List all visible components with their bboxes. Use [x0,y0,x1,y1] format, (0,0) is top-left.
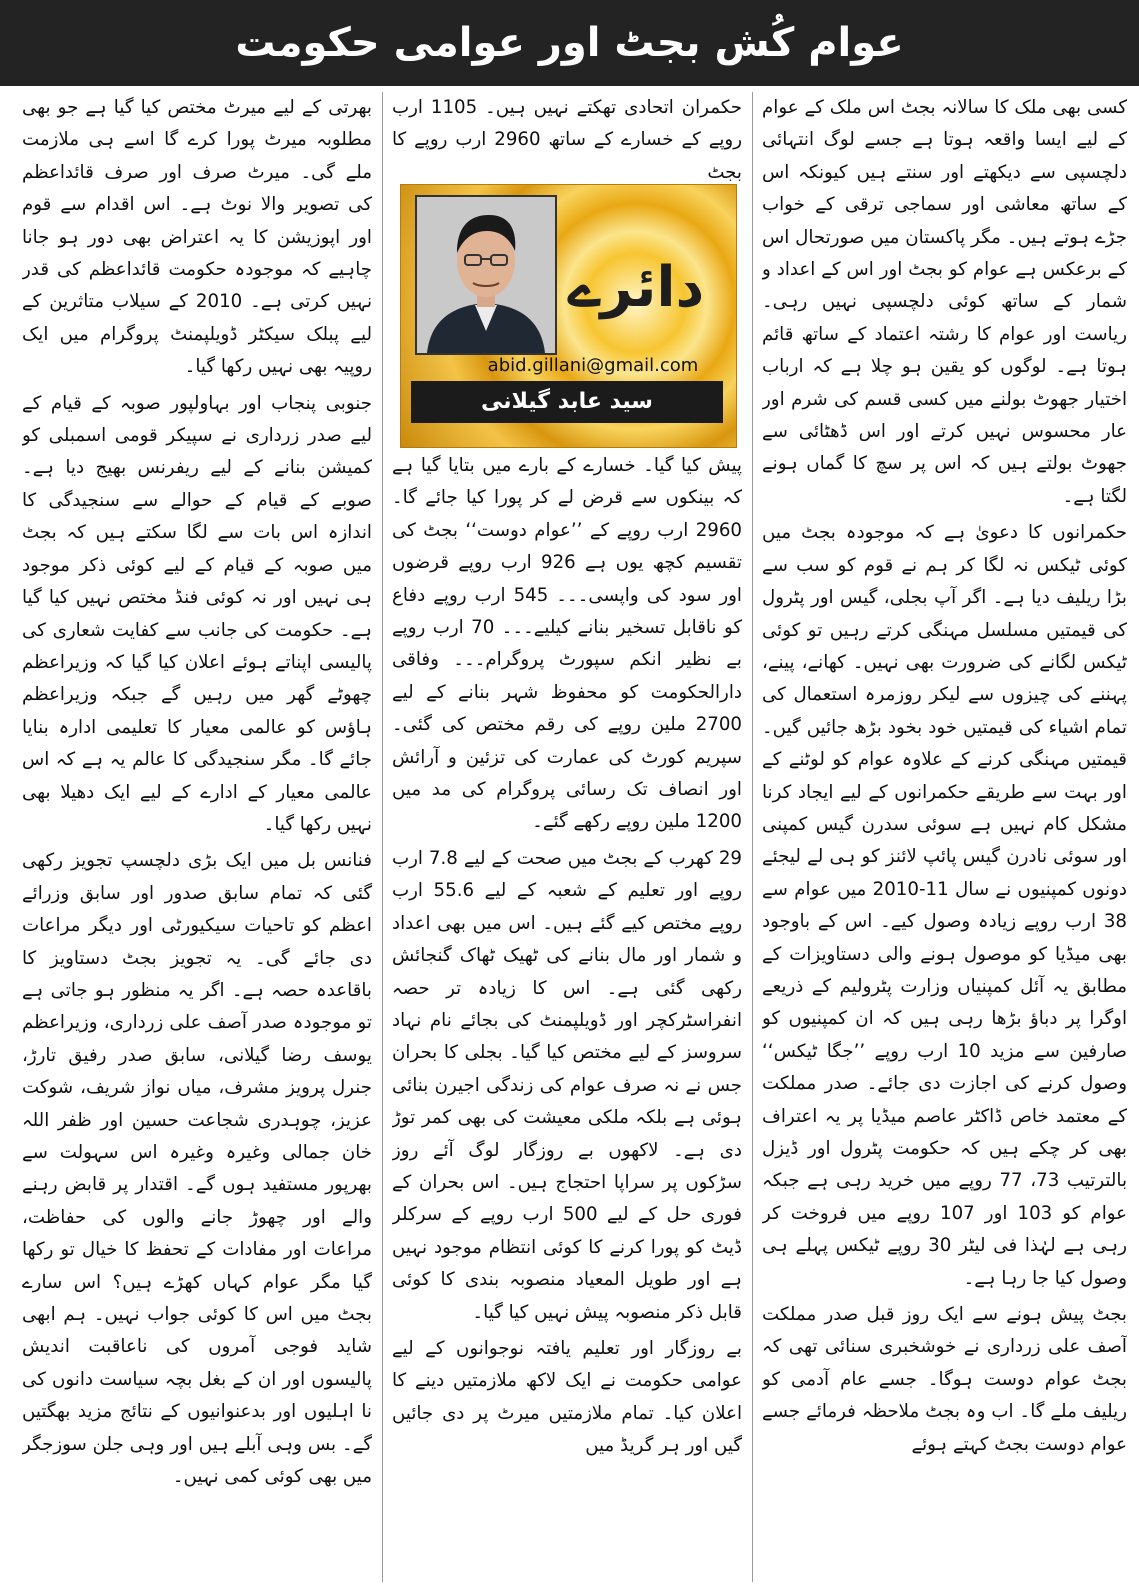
paragraph: بھرتی کے لیے میرٹ مختص کیا گیا ہے جو بھی مطلوبہ میرٹ پورا کرے گا اسے ہی ملازمت ملے گی۔ میرٹ صرف اور صرف قائداعظم کی تصویر والا نوٹ ہے۔ اس اقدام سے قوم اور اپوزیشن کا یہ اعتراض بھی دور ہو جانا چاہیے کہ موجودہ حکومت قائداعظم کی قدر نہیں کرتی ہے۔ 2010 کے سیلاب متاثرین کے لیے پبلک سیکٹر ڈویلپمنٹ پروگرام میں ایک روپیہ بھی نہیں رکھا گیا۔ [22,97,372,378]
paragraph: حکمرانوں کا دعویٰ ہے کہ موجودہ بجٹ میں کوئی ٹیکس نہ لگا کر ہم نے قوم کو سب سے بڑا ریلیف دیا ہے۔ اگر آپ بجلی، گیس اور پٹرول کی قیمتیں مسلسل مہنگی کرتے رہیں تو کوئی ٹیکس لگانے کی ضرورت بھی نہیں۔ کھانے، پینے، پہننے کی چیزوں سے لیکر روزمرہ استعمال کی تمام اشیاء کی قیمتیں خود بخود بڑھ جائیں گیں۔ قیمتیں مہنگی کرنے کے علاوہ عوام کو لوٹنے کے اور بہت سے طریقے حکمرانوں کے لیے ایجاد کرنا مشکل کام نہیں ہے سوئی سدرن گیس کمپنی اور سوئی نادرن گیس پائپ لائنز کو ہی لے لیجئے دونوں کمپنیوں نے سال 11-2010 میں عوام سے 38 ارب روپے زیادہ وصول کیے۔ اس کے باوجود بھی میڈیا کو موصول ہونے والی دستاویزات کے مطابق یہ آئل کمپنیاں وزارت پٹرولیم کے ذریعے اوگرا پر دباؤ بڑھا رہی ہیں کہ ان کمپنیوں کو صارفین سے مزید 10 ارب روپے ’’جگا ٹیکس‘‘ وصول کرنے کی اجازت دی جائے۔ صدر مملکت کے معتمد خاص ڈاکٹر عاصم میڈیا پر یہ اعتراف بھی کر چکے ہیں کہ حکومت پٹرول اور ڈیزل بالترتیب 73، 77 روپے میں خرید رہی ہے جبکہ عوام کو 103 اور 107 روپے میں فروخت کر رہی ہے لہٰذا فی لیٹر 30 روپے ٹیکس پہلے ہی وصول کیا جا رہا ہے۔ [762,522,1127,1289]
column-series-title: دائرے [567,255,705,320]
column-right [762,92,1127,1587]
author-byline-box [400,184,737,448]
paragraph: فنانس بل میں ایک بڑی دلچسپ تجویز رکھی گئی کہ تمام سابق صدور اور سابق وزرائے اعظم کو تاحیات سیکیورٹی اور دیگر مراعات دی جائے گی۔ یہ تجویز بجٹ دستاویز کا باقاعدہ حصہ ہے۔ اگر یہ منظور ہو جاتی ہے تو موجودہ صدر آصف علی زرداری، وزیراعظم یوسف رضا گیلانی، سابق صدر رفیق تارڑ، جنرل پرویز مشرف، میاں نواز شریف، شوکت عزیز، چوہدری شجاعت حسین اور ظفر اللہ خان جمالی وغیرہ وغیرہ اس سہولت سے بھرپور مستفید ہوں گے۔ اقتدار پر قابض رہنے والے اور چھوڑ جانے والوں کی حفاظت، مراعات اور مفادات کے تحفظ کا خیال تو رکھا گیا مگر عوام کہاں کھڑے ہیں؟ اس سارے بجٹ میں اس کا کوئی جواب نہیں۔ ہم ابھی شاید فوجی آمروں کی ناعاقبت اندیش پالیسوں اور ان کے بغل بچہ سیاست دانوں کی نا اہلیوں اور بدعنوانیوں کے نتائج مزید بھگتیں گے۔ بس وہی آبلے ہیں اور وہی جلن سوزجگر میں بھی کوئی کمی نہیں۔ [22,850,372,1488]
headline-bar [0,0,1139,86]
column-left [22,92,372,1587]
paragraph: 29 کھرب کے بجٹ میں صحت کے لیے 7.8 ارب روپے اور تعلیم کے شعبہ کے لیے 55.6 ارب روپے مختص کیے گئے ہیں۔ اس میں بھی اعداد و شمار اور مال بنانے کی ٹھیک ٹھاک گنجائش رکھی گئی ہے۔ اس کا زیادہ تر حصہ انفراسٹرکچر اور ڈویلپمنٹ کی بجائے نام نہاد سروسز کے لیے مختص کیا گیا۔ بجلی کا بحران جس نے نہ صرف عوام کی زندگی اجیرن بنائی ہوئی ہے بلکہ ملکی معیشت کی بھی کمر توڑ دی ہے۔ لاکھوں بے روزگار لوگ آئے روز سڑکوں پر سراپا احتجاج ہیں۔ اس بحران کے فوری حل کے لیے 500 ارب روپے کے سرکلر ڈیٹ کو پورا کرنے کا کوئی انتظام موجود نہیں ہے اور طویل المعیاد منصوبہ بندی کا کوئی قابل ذکر منصوبہ پیش نہیں کیا گیا۔ [392,847,742,1323]
paragraph: پیش کیا گیا۔ خسارے کے بارے میں بتایا گیا ہے کہ بینکوں سے قرض لے کر پورا کیا جائے گا۔ 2960 ارب روپے کے ’’عوام دوست‘‘ بجٹ کی تقسیم کچھ یوں ہے 926 ارب روپے قرضوں اور سود کی واپسی۔۔۔ 545 ارب روپے دفاع کو ناقابل تسخیر بنانے کیلیے۔۔۔ 70 ارب روپے بے نظیر انکم سپورٹ پروگرام۔۔۔ وفاقی دارالحکومت کو محفوظ شہر بنانے کے لیے 2700 ملین روپے کی رقم مختص کی گئی۔ سپریم کورٹ کی عمارت کی تزئین و آرائش اور انصاف تک رسائی پروگرام کی مد میں 1200 ملین روپے رکھے گئے۔ [392,455,742,833]
column-divider [382,92,383,1582]
author-email: abid.gillani@gmail.com [487,355,699,376]
paragraph: بے روزگار اور تعلیم یافتہ نوجوانوں کے لیے عوامی حکومت نے ایک لاکھ ملازمتیں دینے کا اعلان کیا۔ تمام ملازمتیں میرٹ پر دی جائیں گیں اور ہر گریڈ میں [392,1337,742,1457]
paragraph: جنوبی پنجاب اور بہاولپور صوبہ کے قیام کے لیے صدر زرداری نے سپیکر قومی اسمبلی کو کمیشن بنانے کے لیے ریفرنس بھیج دیا ہے۔ صوبے کے قیام کے حوالے سے سنجیدگی کا اندازہ اس بات سے لگا سکتے ہیں کہ بجٹ میں صوبہ کے قیام کے لیے کوئی ذکر موجود ہی نہیں اور نہ کوئی فنڈ مختص نہیں کیا گیا ہے۔ حکومت کی جانب سے کفایت شعاری کی پالیسی اپناتے ہوئے اعلان کیا گیا کہ وزیراعظم چھوٹے گھر میں رہیں گے جبکہ وزیراعظم ہاؤس کو عالمی معیار کا تعلیمی ادارہ بنایا جائے گا۔ مگر سنجیدگی کا عالم یہ ہے کہ اس عالمی معیار کے ادارے کے لیے ایک دھیلا بھی نہیں رکھا گیا۔ [22,392,372,835]
headline: عوام کُش بجٹ اور عوامی حکومت [235,20,904,66]
author-photo [415,195,557,355]
author-name: سید عابد گیلانی [411,381,723,423]
paragraph: بجٹ پیش ہونے سے ایک روز قبل صدر مملکت آصف علی زرداری نے خوشخبری سنائی تھی کہ بجٹ عوام دوست ہوگا۔ جسے عام آدمی کو ریلیف ملے گا۔ اب وہ بجٹ ملاحظہ فرمائے جسے عوام دوست بجٹ کہتے ہوئے [762,1304,1127,1455]
paragraph: حکمران اتحادی تھکتے نہیں ہیں۔ 1105 ارب روپے کے خسارے کے ساتھ 2960 ارب روپے کا بجٹ [392,97,742,183]
column-divider [752,92,753,1582]
paragraph: کسی بھی ملک کا سالانہ بجٹ اس ملک کے عوام کے لیے ایسا واقعہ ہوتا ہے جسے لوگ انتہائی دلچسپی سے دیکھتے اور سنتے ہیں کیونکہ اس کے ساتھ معاشی اور سماجی ترقی کے خواب جڑے ہوتے ہیں۔ مگر پاکستان میں صورتحال اس کے برعکس ہے عوام کو بجٹ اور اس کے اعداد و شمار کے ساتھ کوئی دلچسپی نہیں رہی۔ ریاست اور عوام کا رشتہ اعتماد کے ساتھ قائم ہوتا ہے۔ لوگوں کو یقین ہو چلا ہے کہ ارباب اختیار جھوٹ بولنے میں کسی قسم کی شرم اور عار محسوس نہیں کرتے اور اس ڈھٹائی سے جھوٹ بولتے ہیں کہ اس پر سچ کا گماں ہونے لگتا ہے۔ [762,97,1127,507]
